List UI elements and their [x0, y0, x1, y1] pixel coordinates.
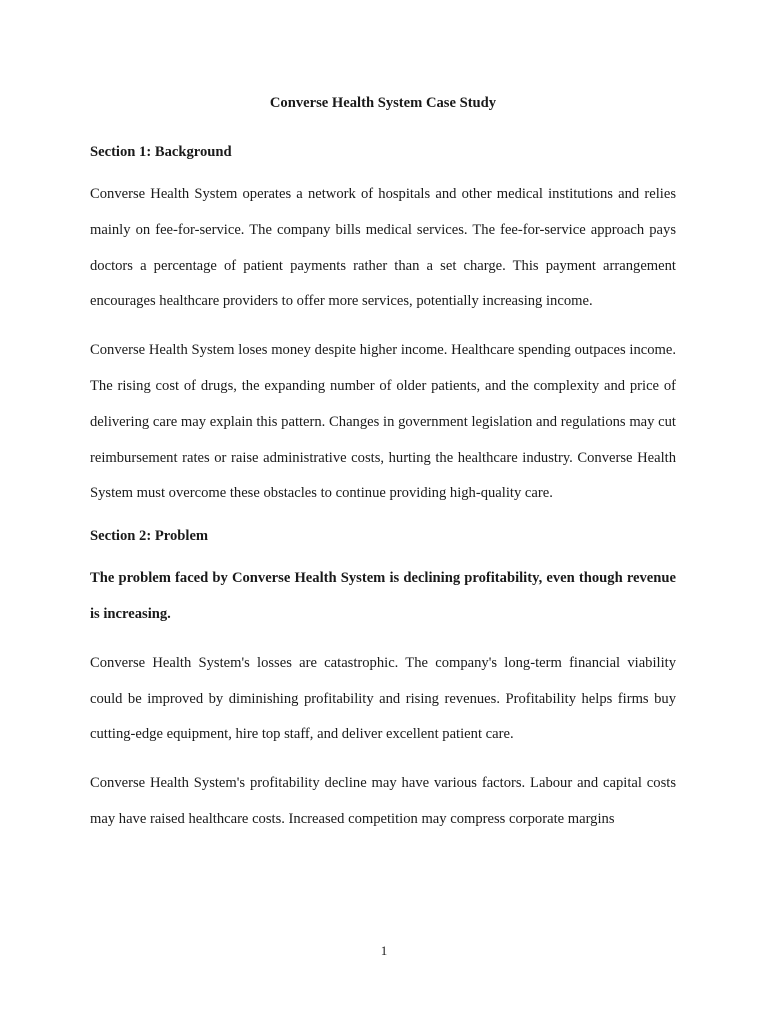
- section-2-paragraph-1: Converse Health System's losses are catastrophic. The company's long-term financial viability could be improved by diminishing profitability and rising revenues. Profitability helps firms buy cutting-edge equipment, hire top staff, and deliver excellent patient care.: [90, 654, 676, 743]
- page-number: 1: [380, 943, 388, 958]
- document-title: Converse Health System Case Study: [269, 95, 497, 111]
- section-2-paragraph-2: Converse Health System's profitability decline may have various factors. Labour and capital costs may have raised healthcare costs. Increased competition may compress corporate margins: [90, 775, 676, 827]
- section-1-paragraph-2: Converse Health System loses money despite higher income. Healthcare spending outpaces income. The rising cost of drugs, the expanding number of older patients, and the complexity and price of delivering care may explain this pattern. Changes in government legislation and regulations may cut reimbursement rates or raise administrative costs, hurting the healthcare industry. Converse Health System must overcome these obstacles to continue providing high-quality care.: [90, 342, 676, 502]
- section-1-paragraph-1: Converse Health System operates a network of hospitals and other medical institutions and relies mainly on fee-for-service. The company bills medical services. The fee-for-service approach pays doctors a percentage of patient payments rather than a set charge. This payment arrangement encourages healthcare providers to offer more services, potentially increasing income.: [90, 186, 676, 310]
- section-2-heading: Section 2: Problem: [90, 528, 209, 545]
- problem-statement: The problem faced by Converse Health System is declining profitability, even though revenue is increasing.: [90, 570, 676, 622]
- document-page: [90, 92, 676, 838]
- section-1-heading: Section 1: Background: [90, 144, 232, 160]
